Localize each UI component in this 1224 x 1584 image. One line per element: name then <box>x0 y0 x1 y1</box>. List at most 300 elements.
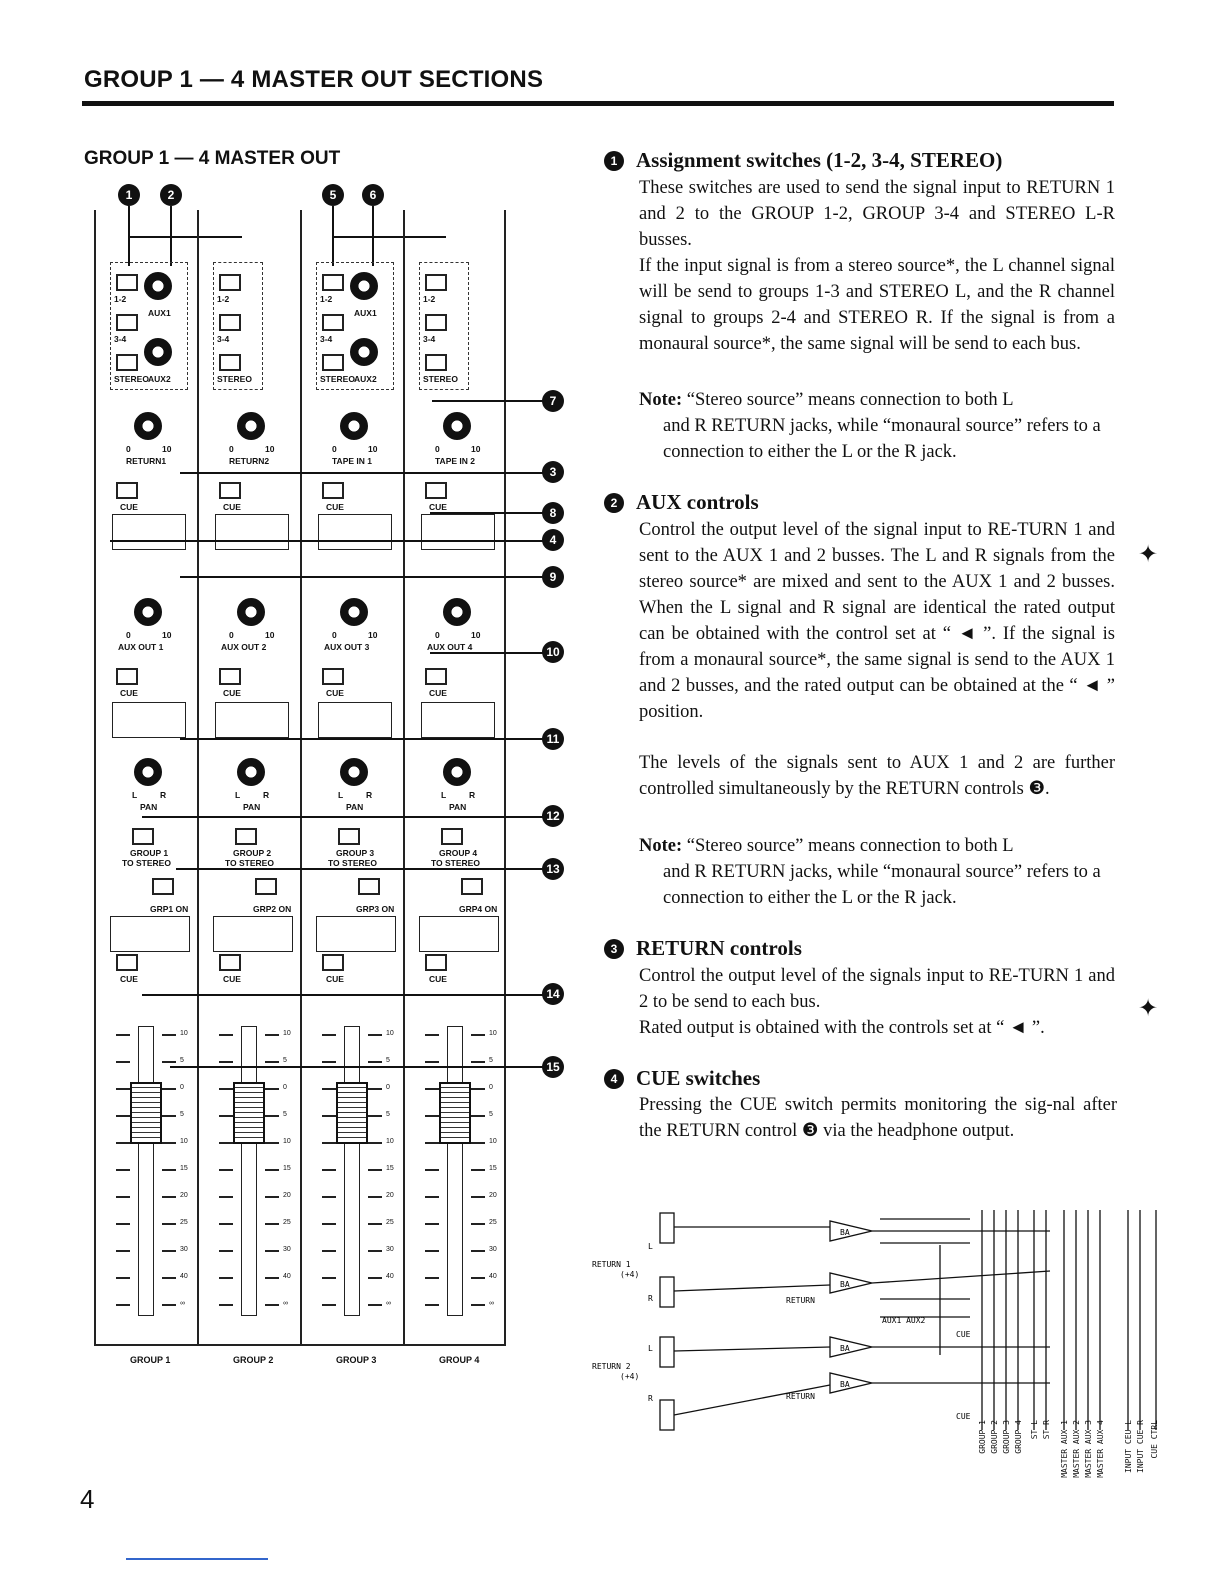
fader-tick <box>425 1034 439 1036</box>
group-to-stereo-switch[interactable] <box>132 828 154 845</box>
channel-strip <box>405 210 508 1344</box>
l-label: L <box>648 1242 653 1251</box>
note-rest: and R RETURN jacks, while “monaural source” refers to a connection to either the L or the R jack. <box>663 862 1101 908</box>
fader-tick <box>265 1034 279 1036</box>
fader-tick <box>425 1142 439 1144</box>
fader-scale-label: 10 <box>489 1030 497 1037</box>
fader-tick <box>471 1277 485 1279</box>
fader-tick <box>162 1034 176 1036</box>
bus-label: GROUP 1 <box>978 1420 987 1454</box>
fader-tick <box>116 1250 130 1252</box>
note-label: Note: <box>639 390 683 410</box>
assign-label: 3-4 <box>320 334 333 344</box>
fader-tick <box>425 1277 439 1279</box>
group-on-label: GRP3 ON <box>356 904 395 914</box>
group-to-stereo-switch[interactable] <box>235 828 257 845</box>
return-label: TAPE IN 2 <box>435 456 475 466</box>
aux-label: AUX2 <box>148 374 171 384</box>
group-on-switch[interactable] <box>255 878 277 895</box>
knob-min: 0 <box>126 630 131 640</box>
fader-tick <box>322 1196 336 1198</box>
bus-label: GROUP 3 <box>1002 1420 1011 1454</box>
callout-8: 8 <box>542 502 564 524</box>
cue-switch[interactable] <box>322 954 344 971</box>
r-label: R <box>648 1394 653 1403</box>
margin-mark-icon: ✦ <box>1138 542 1159 568</box>
cue-label: CUE <box>429 502 447 512</box>
to-stereo-label: TO STEREO <box>431 858 480 868</box>
fader-tick <box>116 1088 130 1090</box>
footer-rule <box>126 1558 268 1560</box>
fader-tick <box>265 1115 279 1117</box>
assign-label: 1-2 <box>114 294 127 304</box>
ba-label: BA <box>840 1280 850 1289</box>
cue-switch[interactable] <box>116 482 138 499</box>
fader-tick <box>116 1034 130 1036</box>
assign-switch-3-4[interactable] <box>322 314 344 331</box>
display-window <box>112 514 186 550</box>
fader-knob[interactable] <box>233 1082 265 1144</box>
cue-switch[interactable] <box>425 954 447 971</box>
assign-label: 1-2 <box>217 294 230 304</box>
fader-tick <box>162 1277 176 1279</box>
section-1-body2: If the input signal is from a stereo source*, the L channel signal will be send to groups 1-3 and STEREO L, and the R channel signal to groups 2-4 and STEREO R. If the signal is from a monaural source*, the same signal will be send to each bus. <box>639 256 1115 354</box>
display-window <box>215 702 289 738</box>
pan-label: PAN <box>449 802 467 812</box>
cue-label: CUE <box>429 688 447 698</box>
fader-scale-label: 30 <box>489 1246 497 1253</box>
fader-tick <box>322 1277 336 1279</box>
group-label: GROUP 1 <box>130 848 169 858</box>
fader-tick <box>425 1115 439 1117</box>
section-number: 3 <box>604 939 624 959</box>
ba-label: BA <box>840 1380 850 1389</box>
note-first: “Stereo source” means connection to both L <box>686 390 1014 410</box>
knob-max: 10 <box>368 630 378 640</box>
cue-label: CUE <box>326 502 344 512</box>
to-stereo-label: TO STEREO <box>122 858 171 868</box>
aux-knob[interactable] <box>144 338 172 366</box>
group-on-label: GRP1 ON <box>150 904 189 914</box>
callout-12: 12 <box>542 805 564 827</box>
header-rule <box>82 101 1114 106</box>
cue-label: CUE <box>326 688 344 698</box>
assign-switch-1-2[interactable] <box>425 274 447 291</box>
callout-11: 11 <box>542 728 564 750</box>
bus-label: CUE CTRL <box>1150 1420 1159 1459</box>
knob-min: 0 <box>126 444 131 454</box>
fader-tick <box>471 1304 485 1306</box>
channel-strip <box>199 210 302 1344</box>
fader-tick <box>425 1223 439 1225</box>
aux-out-knob[interactable] <box>443 598 471 626</box>
assign-switch-1-2[interactable] <box>116 274 138 291</box>
fader-tick <box>265 1088 279 1090</box>
fader-tick <box>368 1169 382 1171</box>
fader-scale-label: 25 <box>489 1219 497 1226</box>
section-title: RETURN controls <box>636 936 802 960</box>
fader-tick <box>368 1250 382 1252</box>
fader-tick <box>471 1142 485 1144</box>
fader-tick <box>322 1034 336 1036</box>
assign-label: STEREO <box>217 374 252 384</box>
fader-tick <box>219 1304 233 1306</box>
fader-tick <box>322 1142 336 1144</box>
cue-switch[interactable] <box>425 668 447 685</box>
fader-tick <box>162 1142 176 1144</box>
aux-out-label: AUX OUT 1 <box>118 642 164 652</box>
bus-label: INPUT CUE R <box>1136 1420 1145 1473</box>
callout-3: 3 <box>542 461 564 483</box>
fader-tick <box>425 1250 439 1252</box>
cue-switch[interactable] <box>116 954 138 971</box>
fader-scale-label: 15 <box>283 1165 291 1172</box>
fader-knob[interactable] <box>439 1082 471 1144</box>
assign-switch-stereo[interactable] <box>116 354 138 371</box>
cue-switch[interactable] <box>425 482 447 499</box>
gain-label: (+4) <box>620 1270 640 1279</box>
fader-scale-label: ∞ <box>180 1300 185 1307</box>
aux-knob[interactable] <box>144 272 172 300</box>
fader-scale-label: 0 <box>180 1084 184 1091</box>
pan-r: R <box>366 790 373 800</box>
return-label: RETURN2 <box>229 456 270 466</box>
group-label: GROUP 4 <box>439 848 478 858</box>
gain-label: (+4) <box>620 1372 640 1381</box>
channel-strip <box>96 210 199 1344</box>
fader-scale-label: 0 <box>283 1084 287 1091</box>
leader <box>432 400 544 402</box>
fader-scale-label: 10 <box>180 1138 188 1145</box>
fader-scale-label: 5 <box>489 1111 493 1118</box>
pan-label: PAN <box>346 802 364 812</box>
assign-label: 1-2 <box>423 294 436 304</box>
fader-scale-label: ∞ <box>283 1300 288 1307</box>
fader-tick <box>116 1196 130 1198</box>
fader-tick <box>471 1196 485 1198</box>
cue-switch[interactable] <box>116 668 138 685</box>
callout-1: 1 <box>118 184 140 206</box>
leader <box>180 738 544 740</box>
fader-track <box>138 1026 154 1316</box>
fader-tick <box>471 1169 485 1171</box>
margin-mark-icon: ✦ <box>1138 996 1159 1022</box>
fader-tick <box>368 1304 382 1306</box>
fader-tick <box>162 1169 176 1171</box>
fader-tick <box>265 1061 279 1063</box>
aux-knob[interactable] <box>350 272 378 300</box>
assign-switch-1-2[interactable] <box>219 274 241 291</box>
leader <box>170 1066 544 1068</box>
leader <box>180 576 544 578</box>
fader-scale-label: 20 <box>489 1192 497 1199</box>
diagram-title: GROUP 1 — 4 MASTER OUT <box>84 148 341 169</box>
return-label: RETURN1 <box>126 456 167 466</box>
fader-tick <box>265 1223 279 1225</box>
knob-min: 0 <box>435 630 440 640</box>
r-label: R <box>648 1294 653 1303</box>
fader-tick <box>219 1061 233 1063</box>
aux-out-label: AUX OUT 2 <box>221 642 267 652</box>
callout-15: 15 <box>542 1056 564 1078</box>
fader-scale-label: 30 <box>386 1246 394 1253</box>
fader-tick <box>116 1115 130 1117</box>
callout-14: 14 <box>542 983 564 1005</box>
fader-scale-label: 10 <box>386 1138 394 1145</box>
fader-tick <box>116 1142 130 1144</box>
fader-scale-label: 25 <box>180 1219 188 1226</box>
leader <box>142 994 544 996</box>
knob-max: 10 <box>265 630 275 640</box>
return-knob[interactable] <box>443 412 471 440</box>
assign-switch-1-2[interactable] <box>322 274 344 291</box>
cue-switch[interactable] <box>219 668 241 685</box>
fader-tick <box>425 1304 439 1306</box>
fader-scale-label: 40 <box>180 1273 188 1280</box>
pan-l: L <box>132 790 138 800</box>
section-4-heading <box>604 1066 760 1091</box>
fader-scale-label: 40 <box>283 1273 291 1280</box>
section-number: 1 <box>604 151 624 171</box>
fader-tick <box>162 1115 176 1117</box>
fader-tick <box>322 1169 336 1171</box>
fader-scale-label: 5 <box>180 1111 184 1118</box>
fader-scale-label: 0 <box>386 1084 390 1091</box>
pan-knob[interactable] <box>134 758 162 786</box>
knob-max: 10 <box>471 444 481 454</box>
assign-switch-stereo[interactable] <box>219 354 241 371</box>
ba-label: BA <box>840 1228 850 1237</box>
aux-out-label: AUX OUT 3 <box>324 642 370 652</box>
group-label: GROUP 4 <box>439 1355 480 1365</box>
cue-label: CUE <box>326 974 344 984</box>
fader-knob[interactable] <box>130 1082 162 1144</box>
group-on-label: GRP4 ON <box>459 904 498 914</box>
knob-max: 10 <box>471 630 481 640</box>
fader-tick <box>265 1169 279 1171</box>
to-stereo-label: TO STEREO <box>225 858 274 868</box>
fader-tick <box>322 1061 336 1063</box>
section-3-body2: Rated output is obtained with the controls set at “ ◄ ”. <box>639 1018 1045 1038</box>
return-label: RETURN <box>786 1296 815 1305</box>
knob-min: 0 <box>435 444 440 454</box>
section-number: 2 <box>604 493 624 513</box>
fader-scale-label: 40 <box>489 1273 497 1280</box>
aux-out-knob[interactable] <box>237 598 265 626</box>
fader-tick <box>471 1250 485 1252</box>
bus-label: GROUP 4 <box>1014 1420 1023 1454</box>
fader-scale-label: 10 <box>489 1138 497 1145</box>
bus-label: MASTER AUX 1 <box>1060 1420 1069 1478</box>
aux-out-label: AUX OUT 4 <box>427 642 473 652</box>
fader-tick <box>368 1196 382 1198</box>
fader-tick <box>162 1196 176 1198</box>
note-first: “Stereo source” means connection to both L <box>686 836 1014 856</box>
fader-tick <box>322 1250 336 1252</box>
section-number: 4 <box>604 1069 624 1089</box>
fader-scale-label: 5 <box>489 1057 493 1064</box>
callout-10: 10 <box>542 641 564 663</box>
fader-tick <box>265 1250 279 1252</box>
assign-switch-3-4[interactable] <box>425 314 447 331</box>
assign-switch-3-4[interactable] <box>116 314 138 331</box>
channel-strip <box>302 210 405 1344</box>
cue-label: CUE <box>956 1330 971 1339</box>
fader-tick <box>471 1061 485 1063</box>
pan-l: L <box>441 790 447 800</box>
section-2-note <box>639 833 1115 911</box>
display-window <box>419 916 499 952</box>
display-window <box>421 514 495 550</box>
aux-knob[interactable] <box>350 338 378 366</box>
fader-tick <box>322 1115 336 1117</box>
l-label: L <box>648 1344 653 1353</box>
group-to-stereo-switch[interactable] <box>338 828 360 845</box>
assign-switch-stereo[interactable] <box>322 354 344 371</box>
fader-tick <box>425 1196 439 1198</box>
bus-label: MASTER AUX 3 <box>1084 1420 1093 1478</box>
fader-tick <box>116 1304 130 1306</box>
fader-tick <box>471 1088 485 1090</box>
group-on-switch[interactable] <box>461 878 483 895</box>
fader-tick <box>162 1061 176 1063</box>
fader-tick <box>162 1304 176 1306</box>
display-window <box>318 702 392 738</box>
section-title: AUX controls <box>636 490 759 514</box>
fader-tick <box>219 1250 233 1252</box>
group-label: GROUP 2 <box>233 848 272 858</box>
aux-out-knob[interactable] <box>340 598 368 626</box>
cue-switch[interactable] <box>322 668 344 685</box>
display-window <box>215 514 289 550</box>
fader-tick <box>219 1277 233 1279</box>
fader-knob[interactable] <box>336 1082 368 1144</box>
fader-scale-label: 10 <box>180 1030 188 1037</box>
display-window <box>421 702 495 738</box>
knob-min: 0 <box>332 444 337 454</box>
group-on-switch[interactable] <box>358 878 380 895</box>
fader-scale-label: 0 <box>489 1084 493 1091</box>
cue-label: CUE <box>120 974 138 984</box>
pan-knob[interactable] <box>237 758 265 786</box>
section-title: CUE switches <box>636 1066 761 1090</box>
assign-label: STEREO <box>320 374 355 384</box>
fader-scale-label: 5 <box>386 1111 390 1118</box>
cue-switch[interactable] <box>322 482 344 499</box>
callout-7: 7 <box>542 390 564 412</box>
fader-scale-label: 20 <box>283 1192 291 1199</box>
pan-l: L <box>235 790 241 800</box>
cue-label: CUE <box>223 688 241 698</box>
page-header-title: GROUP 1 — 4 MASTER OUT SECTIONS <box>84 66 544 93</box>
group-on-switch[interactable] <box>152 878 174 895</box>
callout-4: 4 <box>542 529 564 551</box>
section-4-body: Pressing the CUE switch permits monitoring the sig-nal after the RETURN control ❸ via the headphone output. <box>639 1095 1117 1141</box>
assign-label: STEREO <box>114 374 149 384</box>
fader-scale-label: 5 <box>386 1057 390 1064</box>
pan-label: PAN <box>243 802 261 812</box>
fader-scale-label: 5 <box>283 1057 287 1064</box>
assign-switch-3-4[interactable] <box>219 314 241 331</box>
display-window <box>316 916 396 952</box>
fader-track <box>241 1026 257 1316</box>
fader-tick <box>116 1223 130 1225</box>
section-1-note <box>639 387 1115 465</box>
knob-max: 10 <box>265 444 275 454</box>
leader <box>180 472 544 474</box>
fader-scale-label: 40 <box>386 1273 394 1280</box>
pan-r: R <box>469 790 476 800</box>
display-window <box>110 916 190 952</box>
fader-tick <box>219 1034 233 1036</box>
fader-tick <box>219 1196 233 1198</box>
fader-tick <box>368 1061 382 1063</box>
fader-scale-label: 10 <box>283 1138 291 1145</box>
cue-switch[interactable] <box>219 954 241 971</box>
pan-knob[interactable] <box>340 758 368 786</box>
fader-tick <box>322 1304 336 1306</box>
aux-label: AUX1 <box>148 308 171 318</box>
fader-scale-label: 30 <box>283 1246 291 1253</box>
section-1-heading <box>604 148 1002 173</box>
cue-switch[interactable] <box>219 482 241 499</box>
fader-tick <box>116 1169 130 1171</box>
assign-label: 1-2 <box>320 294 333 304</box>
assign-label: 3-4 <box>114 334 127 344</box>
aux-out-knob[interactable] <box>134 598 162 626</box>
callout-5: 5 <box>322 184 344 206</box>
fader-tick <box>368 1115 382 1117</box>
leader <box>430 652 544 654</box>
knob-min: 0 <box>229 630 234 640</box>
fader-tick <box>162 1088 176 1090</box>
fader-tick <box>219 1142 233 1144</box>
section-1-body: These switches are used to send the signal input to RETURN 1 and 2 to the GROUP 1-2, GROUP 3-4 and STEREO L-R busses. <box>639 178 1115 250</box>
note-label: Note: <box>639 836 683 856</box>
section-2-body2: The levels of the signals sent to AUX 1 and 2 are further controlled simultaneously by the RETURN controls ❸. <box>639 753 1115 799</box>
fader-tick <box>471 1115 485 1117</box>
leader <box>176 868 544 870</box>
fader-scale-label: 15 <box>180 1165 188 1172</box>
section-title: Assignment switches (1-2, 3-4, STEREO) <box>636 148 1003 172</box>
fader-tick <box>425 1088 439 1090</box>
fader-tick <box>265 1142 279 1144</box>
display-window <box>213 916 293 952</box>
fader-tick <box>322 1223 336 1225</box>
pan-knob[interactable] <box>443 758 471 786</box>
section-2-heading <box>604 490 759 515</box>
fader-tick <box>219 1223 233 1225</box>
group-on-label: GRP2 ON <box>253 904 292 914</box>
fader-track <box>344 1026 360 1316</box>
bus-label: ST R <box>1042 1420 1051 1440</box>
fader-tick <box>116 1061 130 1063</box>
fader-tick <box>425 1169 439 1171</box>
group-to-stereo-switch[interactable] <box>441 828 463 845</box>
pan-label: PAN <box>140 802 158 812</box>
assign-switch-stereo[interactable] <box>425 354 447 371</box>
return-knob[interactable] <box>340 412 368 440</box>
return2-label: RETURN 2 <box>592 1362 631 1371</box>
note-rest: and R RETURN jacks, while “monaural source” refers to a connection to either the L or the R jack. <box>663 416 1101 462</box>
fader-tick <box>368 1277 382 1279</box>
fader-tick <box>219 1088 233 1090</box>
return-knob[interactable] <box>237 412 265 440</box>
bus-label: MASTER AUX 4 <box>1096 1420 1105 1478</box>
fader-tick <box>368 1088 382 1090</box>
return-knob[interactable] <box>134 412 162 440</box>
cue-label: CUE <box>429 974 447 984</box>
